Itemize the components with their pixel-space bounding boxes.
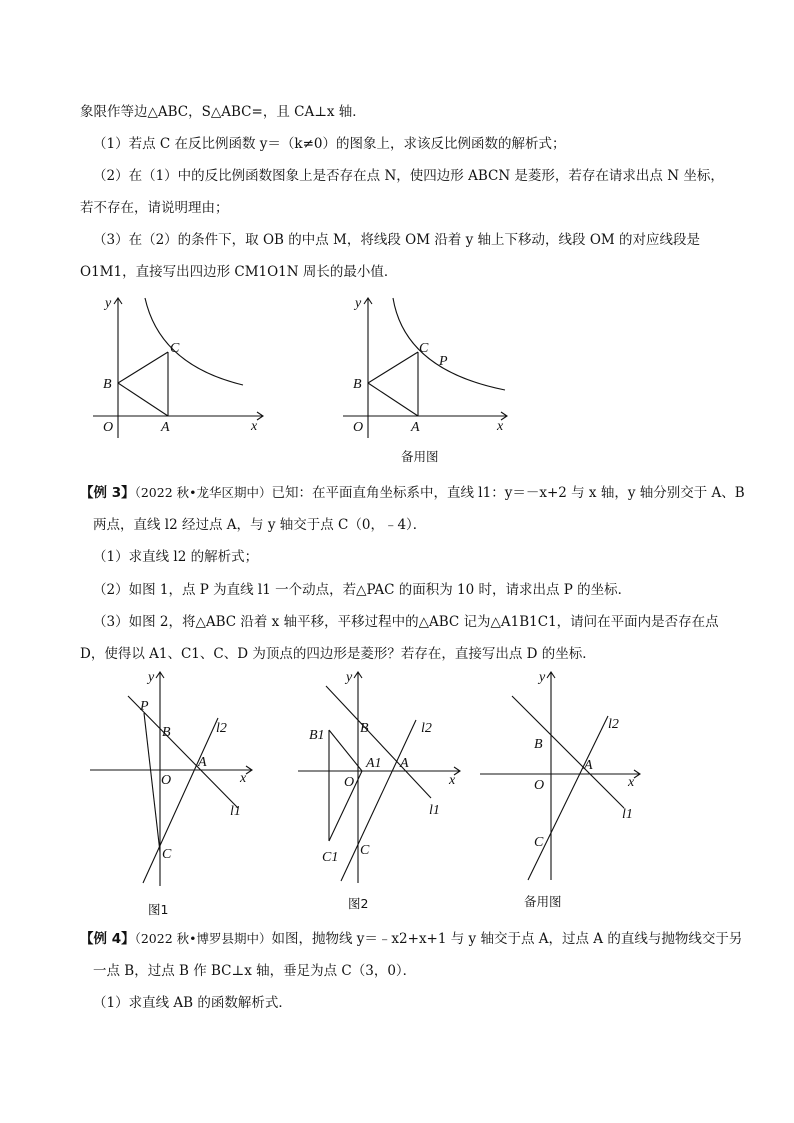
ex4-heading-line: [80, 929, 742, 949]
segment-B1A1: [329, 730, 362, 771]
label-x: x: [497, 419, 504, 434]
hyperbola-curve: [393, 298, 505, 390]
ex3-question-1: （1）求直线 l2 的解析式；: [93, 549, 259, 565]
ex2-question-3-line-2: O1M1，直接写出四边形 CM1O1N 周长的最小值．: [80, 264, 398, 280]
label-l2: l2: [216, 721, 227, 736]
label-B: B: [360, 721, 369, 736]
ex3-figure-1: [88, 668, 263, 923]
label-A: A: [198, 755, 207, 770]
ex2-question-1: （1）若点 C 在反比例函数 y＝（k≠0）的图象上，求该反比例函数的解析式；: [93, 136, 566, 152]
line-l1: [326, 686, 431, 798]
label-C: C: [360, 843, 370, 858]
segment-BC: [368, 352, 418, 383]
label-O: O: [534, 778, 545, 793]
ex3-heading-line: [80, 483, 745, 503]
label-l1: l1: [230, 804, 241, 819]
label-A1: A1: [366, 756, 382, 771]
label-l1: l1: [622, 807, 633, 822]
label-A: A: [411, 420, 420, 435]
ex3-source: （2022 秋•龙华区期中）: [134, 485, 272, 500]
ex2-figure-1: [85, 290, 275, 440]
ex3-stem-line-2: 两点，直线 l2 经过点 A，与 y 轴交于点 C（0，﹣4）．: [93, 517, 427, 533]
label-P: P: [439, 354, 448, 369]
label-B: B: [534, 737, 543, 752]
label-B: B: [353, 377, 362, 392]
label-y: y: [346, 670, 353, 685]
label-l2: l2: [421, 721, 432, 736]
ex3-figure-2: [296, 668, 471, 923]
line-l1: [512, 696, 624, 808]
label-B1: B1: [309, 728, 325, 743]
label-y: y: [105, 296, 112, 311]
segment-PC: [144, 713, 160, 852]
label-x: x: [240, 771, 247, 786]
label-B: B: [162, 725, 171, 740]
label-x: x: [449, 773, 456, 788]
label-y: y: [539, 670, 546, 685]
ex4-stem-line-2: 一点 B，过点 B 作 BC⊥x 轴，垂足为点 C（3，0）．: [93, 963, 417, 979]
label-O: O: [103, 420, 114, 435]
label-C1: C1: [322, 850, 339, 865]
label-O: O: [161, 773, 172, 788]
ex4-stem-line-1: 如图，抛物线 y＝﹣x2+x+1 与 y 轴交于点 A，过点 A 的直线与抛物线交于另: [271, 931, 743, 947]
ex2-question-2-line-2: 若不存在，请说明理由；: [80, 200, 229, 216]
figure-caption: 备用图: [401, 449, 439, 464]
ex3-tag: 【例 3】: [80, 485, 135, 501]
label-C: C: [534, 835, 544, 850]
label-A: A: [161, 420, 170, 435]
label-O: O: [344, 775, 355, 790]
label-C: C: [162, 847, 172, 862]
label-x: x: [251, 419, 258, 434]
label-P: P: [140, 699, 149, 714]
ex3-question-3-line-1: （3）如图 2，将△ABC 沿着 x 轴平移，平移过程中的△ABC 记为△A1B1C1，请问在平面内是否存在点: [93, 614, 719, 630]
ex2-figure-2: [335, 290, 525, 465]
figure-caption: 图2: [348, 896, 369, 911]
label-y: y: [148, 670, 155, 685]
ex2-text-line-0: 象限作等边△ABC，S△ABC=，且 CA⊥x 轴．: [80, 104, 366, 120]
ex4-question-1: （1）求直线 AB 的函数解析式．: [93, 995, 292, 1011]
ex3-question-3-line-2: D，使得以 A1、C1、C、D 为顶点的四边形是菱形？若存在，直接写出点 D 的坐标．: [80, 646, 596, 662]
ex3-stem-line-1: 已知：在平面直角坐标系中，直线 l1：y＝－x+2 与 x 轴，y 轴分别交于 A、B: [271, 485, 745, 501]
ex3-figure-3: [478, 668, 653, 923]
label-A: A: [584, 758, 593, 773]
label-l2: l2: [608, 717, 619, 732]
ex4-tag: 【例 4】: [80, 931, 135, 947]
figure-caption: 图1: [148, 902, 169, 917]
segment-BA: [368, 383, 418, 416]
label-C: C: [419, 341, 429, 356]
label-C: C: [170, 341, 180, 356]
label-l1: l1: [429, 803, 440, 818]
ex4-source: （2022 秋•博罗县期中）: [134, 931, 272, 946]
line-l2: [341, 720, 416, 881]
segment-BC: [118, 352, 168, 383]
hyperbola-curve: [145, 298, 243, 385]
label-A: A: [400, 756, 409, 771]
ex2-question-3-line-1: （3）在（2）的条件下，取 OB 的中点 M，将线段 OM 沿着 y 轴上下移动，线段 OM 的对应线段是: [93, 232, 701, 248]
label-y: y: [355, 296, 362, 311]
figure-caption: 备用图: [524, 894, 562, 909]
label-O: O: [353, 420, 364, 435]
label-B: B: [103, 377, 112, 392]
label-x: x: [628, 775, 635, 790]
ex2-question-2-line-1: （2）在（1）中的反比例函数图象上是否存在点 N，使四边形 ABCN 是菱形，若存在请求出点 N 坐标，: [93, 168, 724, 184]
segment-BA: [118, 383, 168, 416]
ex3-question-2: （2）如图 1，点 P 为直线 l1 一个动点，若△PAC 的面积为 10 时，请求出点 P 的坐标．: [93, 582, 632, 598]
